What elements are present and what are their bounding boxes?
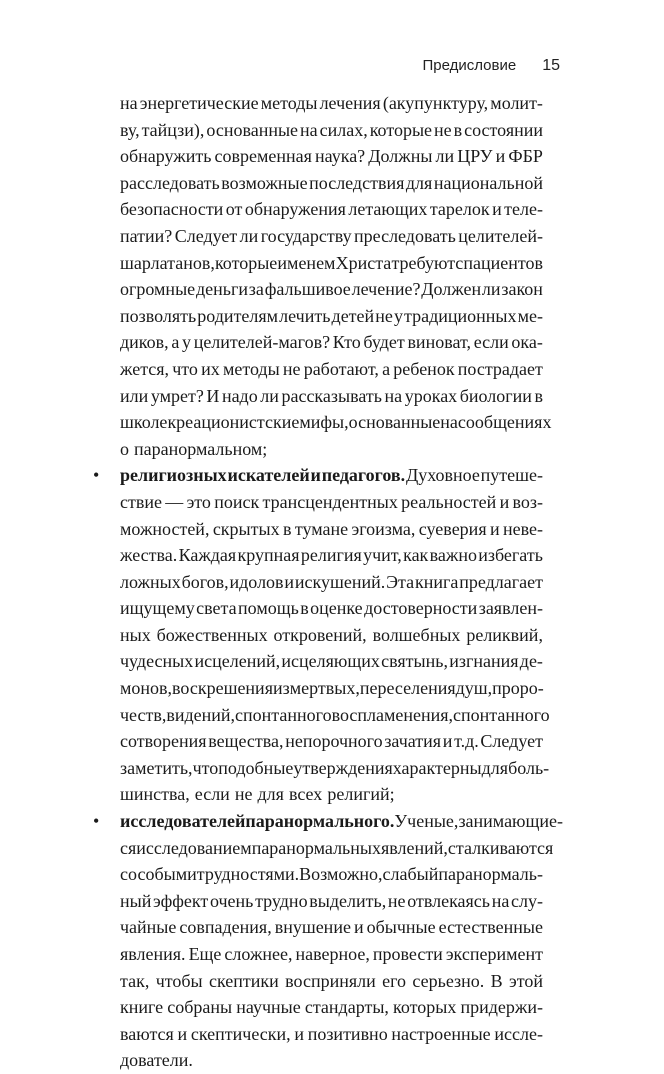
text-line: честв, видений, спонтанного воспламенения, спонтанного (120, 704, 550, 725)
text-line: жется, что их методы не работают, а ребенок пострадает (120, 358, 543, 379)
text-line: можностей, скрытых в тумане эгоизма, суеверия и неве- (120, 518, 543, 539)
text-line: религиозных искателей и педагогов. Духовное путеше- (120, 465, 543, 486)
text-line: ву, тайцзи), основанные на силах, которые не в состоянии (120, 119, 543, 140)
text-line: монов, воскрешения из мертвых, переселения душ, проро- (120, 678, 544, 699)
text-line: ся исследованием паранормальных явлений, сталкиваются (120, 837, 554, 858)
body-text (93, 90, 563, 1074)
text-line: позволять родителям лечить детей не у традиционных ме- (120, 305, 543, 326)
bullet-marker: • (93, 811, 100, 832)
text-line: диков, а у целителей-магов? Кто будет виноват, если ока- (120, 332, 543, 353)
text-line: шарлатанов, которые именем Христа требуют с пациентов (120, 252, 543, 273)
bullet-item (93, 808, 563, 1074)
text-line: сотворения вещества, непорочного зачатия и т.д. Следует (120, 731, 543, 752)
text-line: ствие — это поиск трансцендентных реальностей и воз- (120, 491, 543, 512)
text-line: жества. Каждая крупная религия учит, как важно избегать (120, 545, 543, 566)
text-line: с особыми трудностями. Возможно, слабый паранормаль- (120, 864, 543, 885)
running-header (422, 57, 560, 75)
text-line: дователи. (120, 1050, 193, 1071)
text-line: чудесных исцелений, исцеляющих святынь, изгнания де- (120, 651, 543, 672)
text-line: ложных богов, идолов и искушений. Эта книга предлагает (120, 571, 543, 592)
text-line: патии? Следует ли государству преследовать целителей- (120, 225, 543, 246)
text-line: явления. Еще сложнее, наверное, провести эксперимент (120, 944, 543, 964)
text-line: так, чтобы скептики восприняли его серьезно. В этой (120, 970, 543, 991)
text-line: ищущему света помощь в оценке достоверности заявлен- (120, 598, 543, 619)
bullet-marker: • (93, 465, 100, 486)
page-number: 15 (542, 57, 560, 74)
text-line: расследовать возможные последствия для национальной (120, 172, 543, 193)
bullet-item (93, 462, 550, 808)
text-line: огромные деньги за фальшивое лечение? Должен ли закон (120, 279, 543, 300)
text-line: исследователей паранормального. Ученые, занимающие- (120, 811, 563, 832)
section-title: Предисловие (422, 57, 517, 74)
text-line: ных божественных откровений, волшебных реликвий, (120, 624, 543, 645)
text-line: ный эффект очень трудно выделить, не отвлекаясь на слу- (120, 890, 543, 911)
text-line: школе креационистские мифы, основанные на сообщениях (120, 412, 552, 433)
text-line: заметить, что подобные утверждения характерны для боль- (120, 757, 550, 778)
paragraph (120, 90, 552, 462)
text-line: на энергетические методы лечения (акупунктуру, молит- (120, 93, 543, 113)
text-line: ваются и скептически, и позитивно настроенные иссле- (120, 1023, 543, 1044)
text-line: шинства, если не для всех религий; (120, 784, 395, 805)
text-line: обнаружить современная наука? Должны ли ЦРУ и ФБР (120, 146, 543, 167)
text-line: книге собраны научные стандарты, которых придержи- (120, 997, 543, 1018)
text-line: безопасности от обнаружения летающих тарелок и теле- (120, 199, 543, 220)
text-line: о паранормальном; (120, 438, 268, 459)
text-line: или умрет? И надо ли рассказывать на уроках биологии в (120, 385, 543, 406)
text-line: чайные совпадения, внушение и обычные естественные (120, 917, 543, 938)
